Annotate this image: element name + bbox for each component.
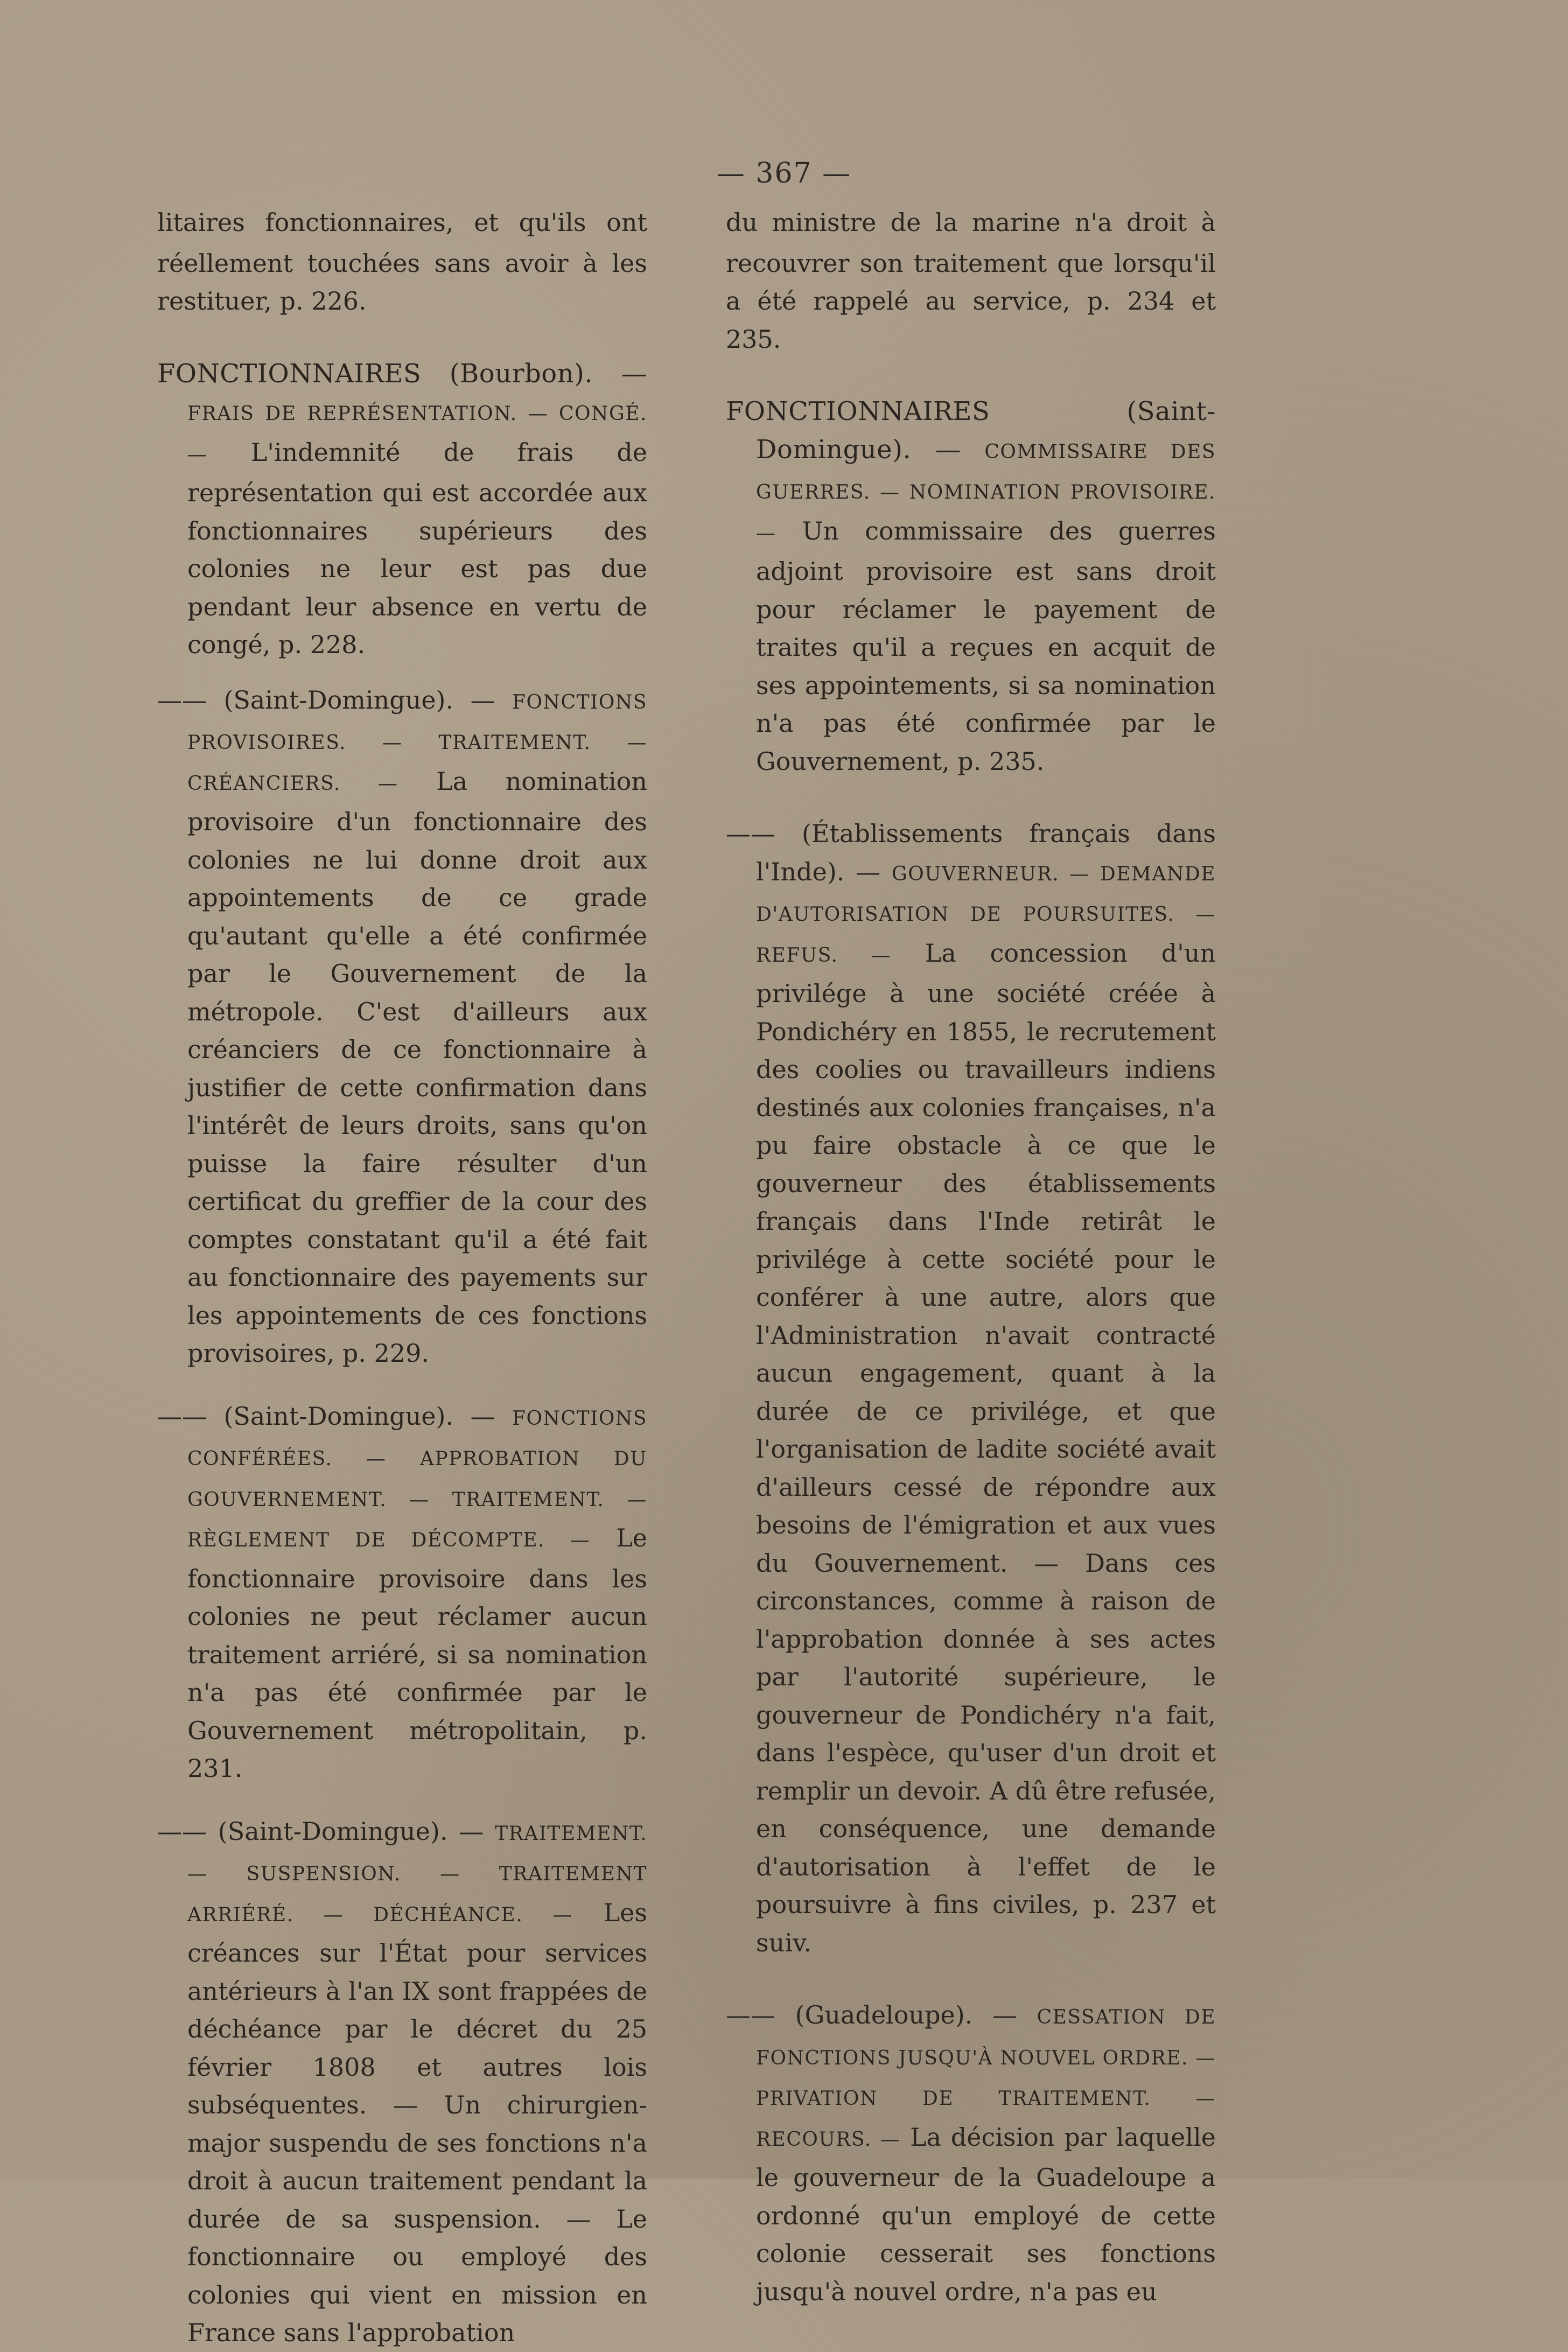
entry-saint-domingue-conferees (157, 1397, 647, 1788)
entry-continuation (726, 204, 1216, 358)
entry-text: La concession d'un privilége à une société créée à Pondichéry en 1855, le recrutement des coolies ou travailleurs indiens destinés aux colonies françaises, n'a pu faire obstacle à ce que le gouverneur des établissements français dans l'Inde retirât le privilége à cette société pour le conférer à une autre, alors que l'Administration n'avait contracté aucun engagement, quant à la durée de ce privilége, et que l'organisation de ladite société avait d'ailleurs cessé de répondre aux besoins de l'émigration et aux vues du Gouvernement. — Dans ces circonstances, comme à raison de l'approbation donnée à ses actes par l'autorité supérieure, le gouverneur de Pondichéry n'a fait, dans l'espèce, qu'user d'un droit et remplir un devoir. A dû être refusée, en conséquence, une demande d'autorisation à l'effet de le poursuivre à fins civiles, p. 237 et suiv. (756, 938, 1216, 1957)
entry-saint-domingue-traitement (157, 1812, 647, 2352)
entry-lead: —— (Saint-Domingue). — (157, 685, 495, 715)
entry-text: La nomination provisoire d'un fonctionnaire des colonies ne lui donne droit aux appointements de ce grade qu'autant qu'elle a été confirmée par le Gouvernement de la métropole. C'est d'ailleurs aux créanciers de ce fonctionnaire à justifier de cette confirmation dans l'intérêt de leurs droits, sans qu'on puisse la faire résulter d'un certificat du greffier de la cour des comptes constatant qu'il a été fait au fonctionnaire des payements sur les appointements de ces fonctions provisoires, p. 229. (187, 766, 648, 1368)
entry-keywords: COMMISSAIRE DES GUERRES. — NOMINATION PROVISOIRE. — (756, 440, 1216, 544)
entry-lead: —— (Guadeloupe). — (726, 2000, 1017, 2029)
entry-keywords: TRAITEMENT. — SUSPENSION. — TRAITEMENT ARRIÉRÉ. — DÉCHÉANCE. — (187, 1822, 648, 1926)
entry-lead: FONCTIONNAIRES (Saint-Domingue). — (726, 396, 1216, 465)
entry-keywords: GOUVERNEUR. — DEMANDE D'AUTORISATION DE POURSUITES. — REFUS. — (756, 863, 1216, 967)
entry-keywords: FRAIS DE REPRÉSENTATION. — CONGÉ. — (187, 403, 647, 466)
entry-text: litaires fonctionnaires, et qu'ils ont réellement touchées sans avoir à les restituer, p. 226. (157, 208, 647, 316)
left-column (157, 204, 647, 2352)
entry-text: Les créances sur l'État pour services antérieurs à l'an IX sont frappées de déchéance par le décret du 25 février 1808 et autres lois subséquentes. — Un chirurgien-major suspendu de ses fonctions n'a droit à aucun traitement pendant la durée de sa suspension. — Le fonctionnaire ou employé des colonies qui vient en mission en France sans l'approbation (187, 1898, 647, 2347)
entry-guadeloupe (726, 1996, 1216, 2311)
entry-text: Un commissaire des guerres adjoint provisoire est sans droit pour réclamer le payement de traites qu'il a reçues en acquit de ses appointements, si sa nomination n'a pas été confirmée par le Gouvernement, p. 235. (756, 516, 1216, 776)
entry-text: L'indemnité de frais de représentation qui est accordée aux fonctionnaires supérieurs des colonies ne leur est pas due pendant leur absence en vertu de congé, p. 228. (187, 437, 648, 659)
entry-lead: FONCTIONNAIRES (Bourbon). — (157, 358, 647, 389)
entry-text: du ministre de la marine n'a droit à recouvrer son traitement que lorsqu'il a été rappelé au service, p. 234 et 235. (726, 208, 1216, 354)
entry-saint-domingue-provisoires (157, 681, 647, 1373)
entry-commissaire (726, 393, 1216, 780)
entry-text: Le fonctionnaire provisoire dans les colonies ne peut réclamer aucun traitement arriéré, si sa nomination n'a pas été confirmée par le Gouvernement métropolitain, p. 231. (187, 1523, 647, 1783)
entry-keywords: FONCTIONS CONFÉRÉES. — APPROBATION DU GOUVERNEMENT. — TRAITEMENT. — RÈGLEMENT DE DÉCOMPTE. — (187, 1407, 647, 1551)
right-column (726, 204, 1216, 2311)
entry-keywords: CESSATION DE FONCTIONS JUSQU'À NOUVEL ORDRE. — PRIVATION DE TRAITEMENT. — RECOURS. — (756, 2006, 1216, 2151)
entry-bourbon (157, 355, 647, 664)
entry-keywords: FONCTIONS PROVISOIRES. — TRAITEMENT. — CRÉANCIERS. — (187, 691, 647, 795)
page-number: — 367 — (716, 157, 852, 190)
entry-inde (726, 815, 1216, 1962)
entry-continuation (157, 204, 647, 320)
entry-lead: —— (Établissements français dans l'Inde). — (726, 819, 1216, 886)
entry-lead: —— (Saint-Domingue). — (157, 1401, 495, 1431)
entry-text: La décision par laquelle le gouverneur de la Guadeloupe a ordonné qu'un employé de cette colonie cesserait ses fonctions jusqu'à nouvel ordre, n'a pas eu (756, 2122, 1216, 2306)
entry-lead: —— (Saint-Domingue). — (157, 1816, 484, 1846)
